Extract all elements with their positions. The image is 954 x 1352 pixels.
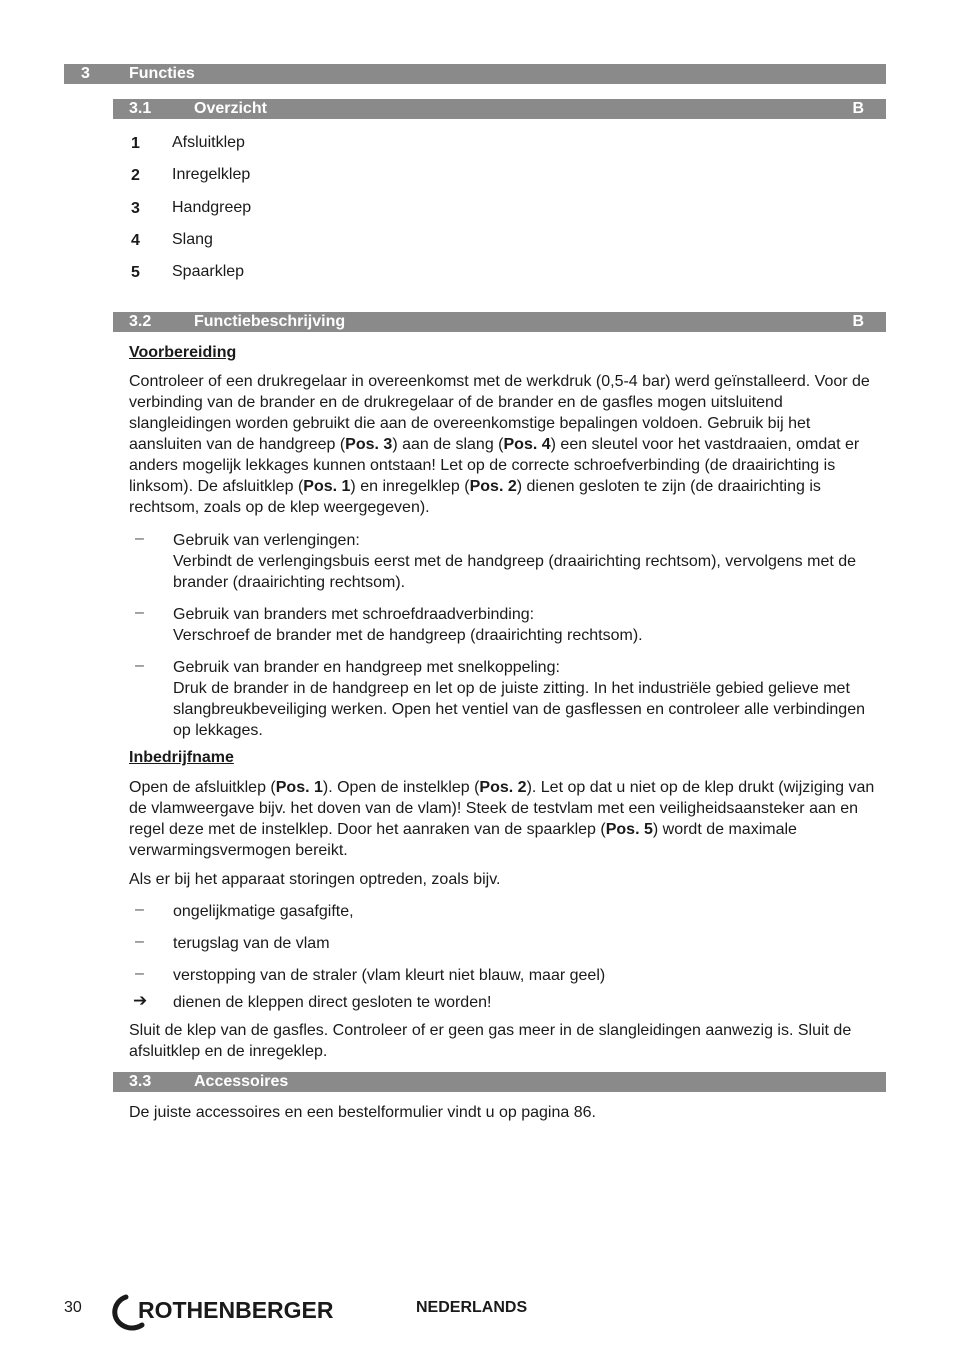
subsection-number: 3.1 xyxy=(129,100,152,117)
list-dash: – xyxy=(135,965,144,982)
fault-item: verstopping van de straler (vlam kleurt niet blauw, maar geel) xyxy=(173,967,606,984)
arrow-right-icon: ➔ xyxy=(133,991,148,1010)
subsection-header-overzicht xyxy=(113,99,886,119)
section-title: Functies xyxy=(129,65,195,82)
figure-reference: B xyxy=(852,313,864,330)
brand-name: ROTHENBERGER xyxy=(138,1297,334,1323)
list-item: Gebruik van branders met schroefdraadverbinding: Verschroef de brander met de handgreep (draairichting rechtsom). xyxy=(173,606,643,644)
paragraph-operation: Open de afsluitklep (Pos. 1). Open de instelklep (Pos. 2). Let op dat u niet op de klep drukt (wijziging van de vlamweergave bijv. het doven van de vlam)! Steek de testvlam met een veiligheidsaansteker aan en regel deze met de instelklep. Door het aanraken van de spaarklep (Pos. 5) wordt de maximale verwarmingsvermogen bereikt. xyxy=(129,779,875,859)
paragraph-closing: Sluit de klep van de gasfles. Controleer of er geen gas meer in de slangleidingen aanwezig is. Sluit de afsluitklep en de inregeklep. xyxy=(129,1022,852,1060)
subsection-header-functiebeschrijving xyxy=(113,312,886,332)
item-number: 2 xyxy=(131,167,140,184)
subsection-title: Accessoires xyxy=(194,1073,289,1090)
subsection-number: 3.2 xyxy=(129,313,152,330)
paragraph-preparation: Controleer of een drukregelaar in overeenkomst met de werkdruk (0,5-4 bar) werd geïnstalleerd. Voor de verbinding van de brander en de drukregelaar of de brander en de gasfles mogen uitsluitend slangleidingen worden gebruikt die aan de overeenkomstige bepalingen voldoen. Gebruik bij het aansluiten van de handgreep (Pos. 3) aan de slang (Pos. 4) een sleutel voor het vastdraaien, omdat er anders mogelijk lekkages kunnen ontstaan! Let op de correcte schroefverbinding (de draairichting is linksom). De afsluitklep (Pos. 1) en inregelklep (Pos. 2) dienen gesloten te zijn (de draairichting is rechtsom, zoals op de klep weergegeven). xyxy=(129,373,870,516)
list-dash: – xyxy=(135,530,144,547)
subsection-title: Overzicht xyxy=(194,100,267,117)
paragraph-fault-intro: Als er bij het apparaat storingen optreden, zoals bijv. xyxy=(129,871,501,888)
fault-item: terugslag van de vlam xyxy=(173,935,330,952)
paragraph-accessories: De juiste accessoires en een bestelformulier vindt u op pagina 86. xyxy=(129,1104,596,1121)
section-number: 3 xyxy=(81,65,90,82)
subsection-header-accessoires xyxy=(113,1072,886,1092)
list-dash: – xyxy=(135,933,144,950)
item-label: Spaarklep xyxy=(172,263,245,280)
item-number: 3 xyxy=(131,200,140,217)
item-label: Handgreep xyxy=(172,199,252,216)
heading-voorbereiding: Voorbereiding xyxy=(129,344,237,361)
list-item: Gebruik van verlengingen: Verbindt de verlengingsbuis eerst met de handgreep (draairichting rechtsom), vervolgens met de brander (draairichting rechtsom). xyxy=(173,532,857,591)
figure-reference: B xyxy=(852,100,864,117)
result-text: dienen de kleppen direct gesloten te worden! xyxy=(173,994,492,1011)
item-number: 1 xyxy=(131,135,140,152)
fault-item: ongelijkmatige gasafgifte, xyxy=(173,903,354,920)
section-header-functies xyxy=(64,64,886,84)
language-label: NEDERLANDS xyxy=(416,1299,528,1316)
subsection-title: Functiebeschrijving xyxy=(194,313,346,330)
page-number: 30 xyxy=(64,1299,82,1316)
rothenberger-logo xyxy=(108,1293,348,1333)
list-dash: – xyxy=(135,604,144,621)
item-label: Inregelklep xyxy=(172,166,251,183)
list-dash: – xyxy=(135,657,144,674)
item-label: Afsluitklep xyxy=(172,134,245,151)
list-item: Gebruik van brander en handgreep met snelkoppeling: Druk de brander in de handgreep en let op de juiste zitting. In het industriële gebied gelieve met slangbreukbeveiliging werken. Open het ventiel van de gasflessen en controleer alle verbindingen op lekkages. xyxy=(173,659,865,739)
item-number: 4 xyxy=(131,232,140,249)
heading-inbedrijfname: Inbedrijfname xyxy=(129,749,234,766)
item-number: 5 xyxy=(131,264,140,281)
item-label: Slang xyxy=(172,231,213,248)
list-dash: – xyxy=(135,901,144,918)
subsection-number: 3.3 xyxy=(129,1073,152,1090)
